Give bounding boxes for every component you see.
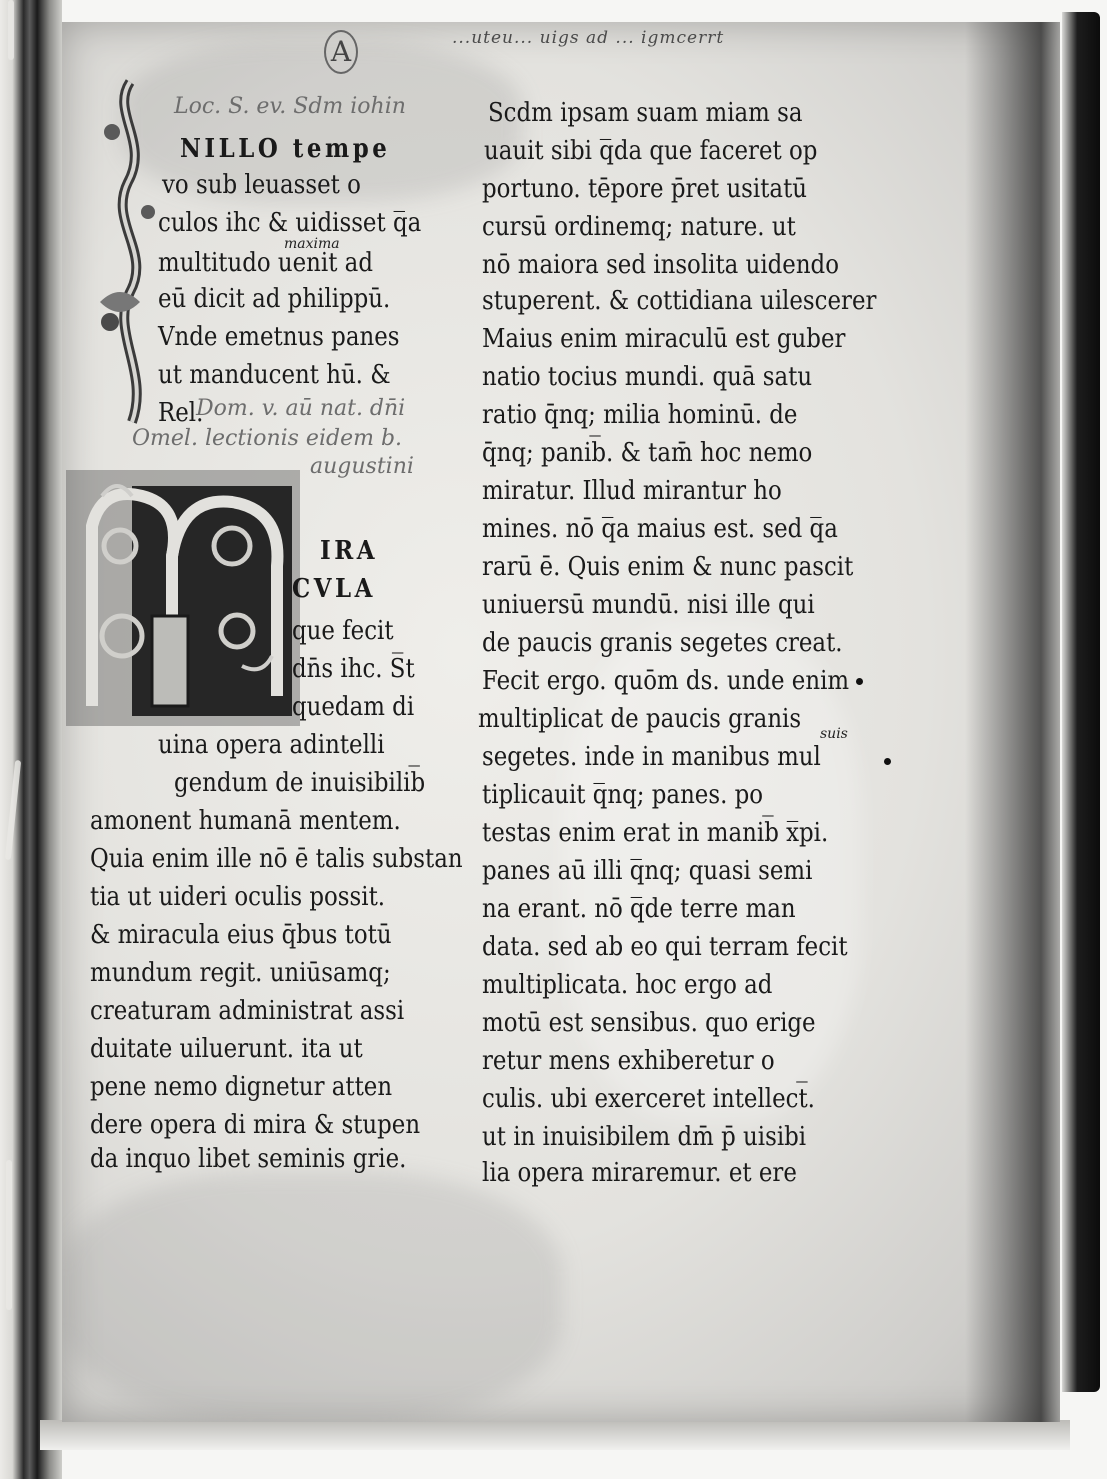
margin-dot <box>884 758 891 765</box>
page-edge-shadow <box>1062 12 1100 1392</box>
text-line: culis. ubi exerceret intellect̅. <box>482 1084 815 1114</box>
text-line: testas enim erat in manib̅ x̅pi. <box>482 818 829 848</box>
text-line: CVLA <box>292 574 376 604</box>
text-line: creaturam administrat assi <box>90 996 405 1026</box>
text-line: retur mens exhiberetur o <box>482 1046 775 1076</box>
text-line: lia opera miraremur. et ere <box>482 1158 797 1188</box>
text-line: tia ut uideri oculis possit. <box>90 882 386 912</box>
text-line: uina opera adintelli <box>158 730 385 760</box>
text-line: panes aū illi q̅nq; quasi semi <box>482 856 813 886</box>
text-line: portuno. tēpore p̄ret usitatū <box>482 174 808 204</box>
text-line: duitate uiluerunt. ita ut <box>90 1034 363 1064</box>
rubric-heading: Loc. S. ev. Sdm iohin <box>174 94 406 119</box>
text-line: motū est sensibus. quo erige <box>482 1008 816 1038</box>
text-line: dn̄s ihc. S̅t <box>292 654 415 684</box>
text-line: quedam di <box>292 692 415 722</box>
text-line: Rel. <box>158 398 204 428</box>
text-line: uniuersū mundū. nisi ille qui <box>482 590 815 620</box>
text-line: & miracula eius q̄bus totū <box>90 920 392 950</box>
margin-dot <box>856 678 863 685</box>
text-line: tiplicauit q̅nq; panes. po <box>482 780 764 810</box>
binding-thread <box>8 0 14 60</box>
text-line: amonent humanā mentem. <box>90 806 401 836</box>
text-line: mines. nō q̅a maius est. sed q̅a <box>482 514 838 544</box>
manuscript-folio <box>62 22 1060 1422</box>
text-line: NILLO tempe <box>180 134 391 164</box>
text-line: rarū ē. Quis enim & nunc pascit <box>482 552 854 582</box>
text-line: gendum de inuisibilib̅ <box>174 768 426 798</box>
text-line: Vnde emetnus panes <box>158 322 400 352</box>
text-line: segetes. inde in manibus mul <box>482 742 821 772</box>
text-line: cursū ordinemq; nature. ut <box>482 212 796 242</box>
text-line: stuperent. & cottidiana uilescerer <box>482 286 877 316</box>
text-line: pene nemo dignetur atten <box>90 1072 393 1102</box>
text-line: uauit sibi q̅da que faceret op <box>484 136 818 166</box>
interlinear-gloss: suis <box>820 726 848 742</box>
text-line: ut in inuisibilem dm̄ p̄ uisibi <box>482 1122 807 1152</box>
text-line: multiplicata. hoc ergo ad <box>482 970 773 1000</box>
text-line: da inquo libet seminis grie. <box>90 1144 407 1174</box>
text-line: que fecit <box>292 616 394 646</box>
text-line: Scdm ipsam suam miam sa <box>488 98 803 128</box>
text-line: culos ihc & uidisset q̅a <box>158 208 422 238</box>
text-line: de paucis granis segetes creat. <box>482 628 843 658</box>
text-line: dere opera di mira & stupen <box>90 1110 421 1140</box>
text-line: multiplicat de paucis granis <box>478 704 802 734</box>
page-bottom-edge <box>40 1420 1070 1450</box>
text-line: natio tocius mundi. quā satu <box>482 362 813 392</box>
text-line: q̄nq; panib̅. & tam̄ hoc nemo <box>482 438 813 468</box>
text-line: nō maiora sed insolita uidendo <box>482 250 839 280</box>
text-line: na erant. nō q̅de terre man <box>482 894 796 924</box>
text-line: Quia enim ille nō ē talis substan <box>90 844 463 874</box>
text-line: ratio q̄nq; milia hominū. de <box>482 400 798 430</box>
top-marginal-note: ...uteu... uigs ad ... igmcerrt <box>452 28 725 48</box>
text-line: vo sub leuasset o <box>162 170 361 200</box>
text-line: ut manducent hū. & <box>158 360 391 390</box>
rubric-line: Omel. lectionis eidem b. <box>132 426 403 451</box>
folio-mark: A <box>324 30 358 74</box>
text-line: miratur. Illud mirantur ho <box>482 476 782 506</box>
interlinear-gloss: maxima <box>284 236 340 252</box>
right-margin-shadow <box>965 22 1060 1422</box>
rubric-line: Dom. v. aū nat. dn̄i <box>196 396 406 421</box>
text-line: multitudo uenit ad <box>158 248 373 278</box>
text-line: data. sed ab eo qui terram fecit <box>482 932 848 962</box>
decorated-initial-m <box>62 466 307 731</box>
text-line: eū dicit ad philippū. <box>158 284 391 314</box>
binding-thread <box>6 1160 12 1310</box>
text-line: Fecit ergo. quōm ds. unde enim <box>482 666 850 696</box>
binding-thread <box>5 760 21 860</box>
manuscript-spine <box>0 0 62 1479</box>
text-line: IRA <box>320 536 379 566</box>
text-line: Maius enim miraculū est guber <box>482 324 846 354</box>
rubric-line: augustini <box>310 454 414 479</box>
text-line: mundum regit. uniūsamq; <box>90 958 391 988</box>
